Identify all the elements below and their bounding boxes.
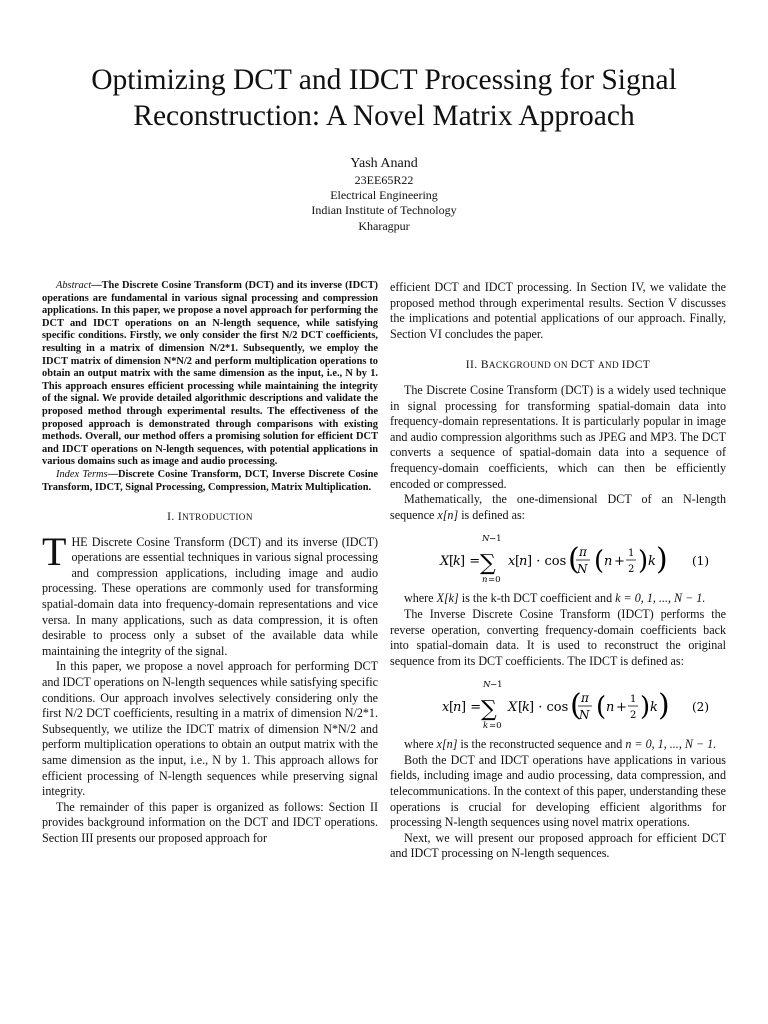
svg-text:k: k <box>453 554 461 570</box>
background-paragraph-5: where x[n] is the reconstructed sequence and n = 0, 1, ..., N − 1. <box>404 737 717 752</box>
svg-text:[: [ <box>518 700 524 716</box>
svg-text:k: k <box>650 700 658 716</box>
author-id: 23EE65R22 <box>354 173 414 187</box>
svg-text:[: [ <box>449 700 455 716</box>
left-column <box>42 280 378 847</box>
svg-text:[: [ <box>515 554 521 570</box>
intro-paragraph-1: THE Discrete Cosine Transform (DCT) and its inverse (IDCT) operations are essential techniques in various signal processing and compression applications, including image and audio processing. These operations are commonly used for transforming spatial-domain data into frequency-domain representations and vice versa. In many applications, such as data compression, it is often desirable to process only a subset of the available data while maintaining the integrity of the signal. <box>42 528 378 658</box>
svg-text:n: n <box>453 700 462 716</box>
svg-text:] · cos: ] · cos <box>527 554 567 570</box>
author-department: Electrical Engineering <box>330 188 438 203</box>
author-city: Kharagpur <box>358 218 410 233</box>
svg-text:(: ( <box>594 546 605 577</box>
svg-text:] · cos: ] · cos <box>529 700 569 716</box>
drop-cap: T <box>42 528 67 574</box>
background-paragraph-7: Next, we will present our proposed approach for efficient DCT and IDCT processing on N-length sequences. <box>390 830 726 861</box>
section-heading-introduction: I. INTRODUCTION <box>167 511 253 524</box>
author-institute: Indian Institute of Technology <box>311 203 457 218</box>
equation-1 <box>390 529 726 587</box>
svg-text:−1: −1 <box>489 534 502 545</box>
equation-2-number: (2) <box>692 700 709 715</box>
svg-text:2: 2 <box>628 564 635 576</box>
svg-text:k: k <box>522 700 530 716</box>
svg-text:k: k <box>483 721 489 732</box>
svg-text:+: + <box>616 700 627 716</box>
intro-paragraph-3: The remainder of this paper is organized as follows: Section II provides background information on the DCT and IDCT operations. Section III presents our proposed approach for <box>42 799 378 845</box>
equation-1-formula <box>390 529 726 587</box>
equation-2 <box>390 675 726 733</box>
svg-text:X: X <box>440 554 450 570</box>
svg-text:(: ( <box>568 542 580 578</box>
background-paragraph-4: The Inverse Discrete Cosine Transform (IDCT) performs the reverse operation, converting frequency-domain coefficients back into spatial-domain data. It is used to reconstruct the original sequence from its DCT coefficients. The IDCT is defined as: <box>390 606 726 668</box>
svg-text:∑: ∑ <box>481 697 497 723</box>
svg-text:(: ( <box>596 692 607 723</box>
section-heading-background: II. BACKGROUND ON DCT AND IDCT <box>465 359 651 372</box>
author-block <box>150 155 618 234</box>
background-paragraph-3: where X[k] is the k-th DCT coefficient and k = 0, 1, ..., N − 1. <box>404 591 706 606</box>
svg-text:n: n <box>604 554 613 570</box>
svg-text:N: N <box>482 534 490 545</box>
svg-text:(: ( <box>570 688 582 724</box>
svg-text:): ) <box>658 688 670 724</box>
svg-text:): ) <box>640 692 651 723</box>
svg-text:n: n <box>606 700 615 716</box>
right-column <box>390 280 726 862</box>
title-line: Reconstruction: A Novel Matrix Approach <box>133 100 635 132</box>
svg-text:): ) <box>638 546 649 577</box>
svg-text:N: N <box>579 708 590 723</box>
background-paragraph-1: The Discrete Cosine Transform (DCT) is a widely used technique in signal processing for transforming spatial-domain data into frequency-domain representations. It is particularly popular in image and audio compression algorithms such as JPEG and MP3. The DCT converts a sequence of spatial-domain data into a sequence of frequency-domain coefficients, which can then be efficiently encoded or compressed. <box>390 382 726 491</box>
index-terms-text: —Discrete Cosine Transform, DCT, Inverse Discrete Cosine Transform, IDCT, Signal Processing, Compression, Matrix Multiplication. <box>42 468 379 493</box>
paper-title <box>40 62 728 134</box>
svg-text:1: 1 <box>628 548 635 560</box>
equation-1-number: (1) <box>692 554 709 569</box>
svg-text:=0: =0 <box>489 721 502 732</box>
svg-text:N: N <box>577 562 588 577</box>
background-paragraph-2: Mathematically, the one-dimensional DCT of an N-length sequence x[n] is defined as: <box>390 492 726 522</box>
title-line: Optimizing DCT and IDCT Processing for Signal <box>91 64 677 96</box>
svg-text:2: 2 <box>630 710 637 722</box>
index-terms <box>42 469 378 494</box>
background-paragraph-6: Both the DCT and IDCT operations have applications in various fields, including image and audio processing, data compression, and telecommunications. In the context of this paper, understanding these operations is crucial for developing efficient algorithms for processing N-length sequences using novel matrix operations. <box>390 752 726 830</box>
svg-text:[: [ <box>449 554 455 570</box>
svg-text:x: x <box>442 700 450 716</box>
svg-text:] =: ] = <box>460 554 481 570</box>
intro-paragraph-2: In this paper, we propose a novel approach for performing DCT and IDCT operations on N-length sequences while satisfying specific conditions. Our approach involves selectively considering only the first N/2 DCT coefficients, resulting in a matrix of dimension N/2*1. Subsequently, we utilize the IDCT matrix of dimension N*N/2 and perform multiplication operations to obtain an output matrix with the same dimension as the input, i.e., N by 1. This approach allows for efficient processing of N-length sequences while preserving signal integrity. <box>42 659 378 799</box>
svg-text:+: + <box>614 554 625 570</box>
svg-text:): ) <box>656 542 668 578</box>
svg-text:k: k <box>648 554 656 570</box>
svg-text:1: 1 <box>630 694 637 706</box>
svg-text:x: x <box>508 554 516 570</box>
svg-text:π: π <box>581 691 589 706</box>
index-terms-label: Index Terms <box>56 468 108 480</box>
equation-2-formula <box>390 675 726 733</box>
author-name: Yash Anand <box>350 156 418 171</box>
svg-text:X: X <box>508 700 518 716</box>
abstract-text: —The Discrete Cosine Transform (DCT) and its inverse (IDCT) operations are fundamental in various signal processing and compression applications. In this paper, we propose a novel approach for performing the DCT and IDCT operations on an N-length sequence, while satisfying specific conditions. Firstly, we only consider the first N/2 DCT coefficients, resulting in a matrix of dimension N/2*1. Subsequently, we employ the IDCT matrix of dimension N*N/2 and perform multiplication operations to obtain an output matrix with the same dimension as the input, i.e., N by 1. This approach ensures efficient processing while maintaining the integrity of the signal. We provide detailed algorithmic descriptions and validate the proposed method through experimental results. The effectiveness of the proposed approach is demonstrated through comparisons with existing methods. Overall, our method offers a promising solution for efficient DCT and IDCT operations on N-length sequences, with potential applications in various domains such as image and audio processing. <box>42 280 378 468</box>
svg-text:=0: =0 <box>488 575 501 586</box>
svg-text:N: N <box>483 680 491 691</box>
svg-text:−1: −1 <box>490 680 503 691</box>
abstract <box>42 280 378 469</box>
intro-paragraph-3-continued: efficient DCT and IDCT processing. In Section IV, we validate the proposed method through experimental results. Section V discusses the implications and potential applications of our approach. Finally, Section VI concludes the paper. <box>390 280 726 341</box>
svg-text:n: n <box>519 554 528 570</box>
svg-text:π: π <box>579 545 587 560</box>
svg-text:] =: ] = <box>461 700 482 716</box>
svg-text:n: n <box>482 575 488 586</box>
abstract-label: Abstract <box>56 280 92 291</box>
svg-text:∑: ∑ <box>480 551 496 577</box>
